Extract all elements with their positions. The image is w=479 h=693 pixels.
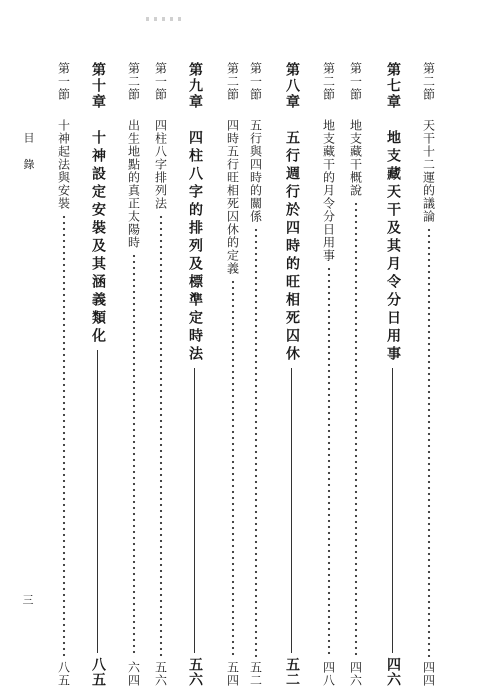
entry-label: 第一節 xyxy=(153,62,168,101)
entry-label: 第一節 xyxy=(348,62,363,101)
entry-title: 四柱八字排列法 xyxy=(153,119,168,210)
running-title: 目 錄 xyxy=(22,132,35,176)
dot-leader xyxy=(418,227,440,657)
entry-page: 五二 xyxy=(248,661,263,687)
line-leader xyxy=(382,368,404,653)
entry-label: 第二節 xyxy=(321,62,336,101)
entry-page: 四六 xyxy=(348,661,363,687)
toc-entry xyxy=(281,62,303,687)
entry-title: 四時五行旺相死囚休的定義 xyxy=(225,119,240,275)
scan-smudge xyxy=(146,17,186,21)
dot-leader xyxy=(245,227,267,657)
entry-page: 四四 xyxy=(421,661,436,687)
toc-entry xyxy=(184,62,206,687)
entry-title: 五行與四時的關係 xyxy=(248,119,263,223)
dot-leader xyxy=(345,201,367,657)
entry-label: 第八章 xyxy=(284,62,300,110)
entry-title: 出生地點的真正太陽時 xyxy=(126,119,141,249)
entry-title: 天干十二運的議論 xyxy=(421,119,436,223)
entry-title: 地支藏天干及其月令分日用事 xyxy=(385,130,401,364)
entry-label: 第一節 xyxy=(56,62,71,101)
entry-title: 地支藏干概說 xyxy=(348,119,363,197)
entry-label: 第二節 xyxy=(421,62,436,101)
toc-entry xyxy=(222,62,244,687)
entry-title: 五行週行於四時的旺相死囚休 xyxy=(284,130,300,364)
dot-leader xyxy=(318,266,340,657)
entry-label: 第九章 xyxy=(187,62,203,110)
entry-page: 四六 xyxy=(385,657,401,687)
toc-entry xyxy=(245,62,267,687)
toc-entry xyxy=(345,62,367,687)
dot-leader xyxy=(123,253,145,657)
toc-entry xyxy=(53,62,75,687)
dot-leader xyxy=(222,279,244,657)
line-leader xyxy=(184,368,206,653)
entry-page: 五四 xyxy=(225,661,240,687)
line-leader xyxy=(281,368,303,653)
toc-entry xyxy=(318,62,340,687)
page-number: 三 xyxy=(21,594,34,605)
dot-leader xyxy=(150,214,172,657)
toc-entry xyxy=(150,62,172,687)
entry-page: 六四 xyxy=(126,661,141,687)
entry-label: 第一節 xyxy=(248,62,263,101)
entry-title: 十神設定安裝及其涵義類化 xyxy=(90,130,106,346)
dot-leader xyxy=(53,214,75,657)
entry-page: 五六 xyxy=(153,661,168,687)
line-leader xyxy=(87,350,109,653)
toc-entry xyxy=(123,62,145,687)
entry-label: 第十章 xyxy=(90,62,106,110)
toc-entry xyxy=(87,62,109,687)
entry-title: 四柱八字的排列及標準定時法 xyxy=(187,130,203,364)
entry-page: 五二 xyxy=(284,657,300,687)
entry-title: 地支藏干的月令分日用事 xyxy=(321,119,336,262)
entry-page: 八五 xyxy=(90,657,106,687)
entry-label: 第七章 xyxy=(385,62,401,110)
entry-label: 第二節 xyxy=(126,62,141,101)
toc-entry xyxy=(418,62,440,687)
entry-label: 第二節 xyxy=(225,62,240,101)
entry-page: 五六 xyxy=(187,657,203,687)
entry-page: 四八 xyxy=(321,661,336,687)
entry-title: 十神起法與安裝 xyxy=(56,119,71,210)
entry-page: 八五 xyxy=(56,661,71,687)
toc-entry xyxy=(382,62,404,687)
